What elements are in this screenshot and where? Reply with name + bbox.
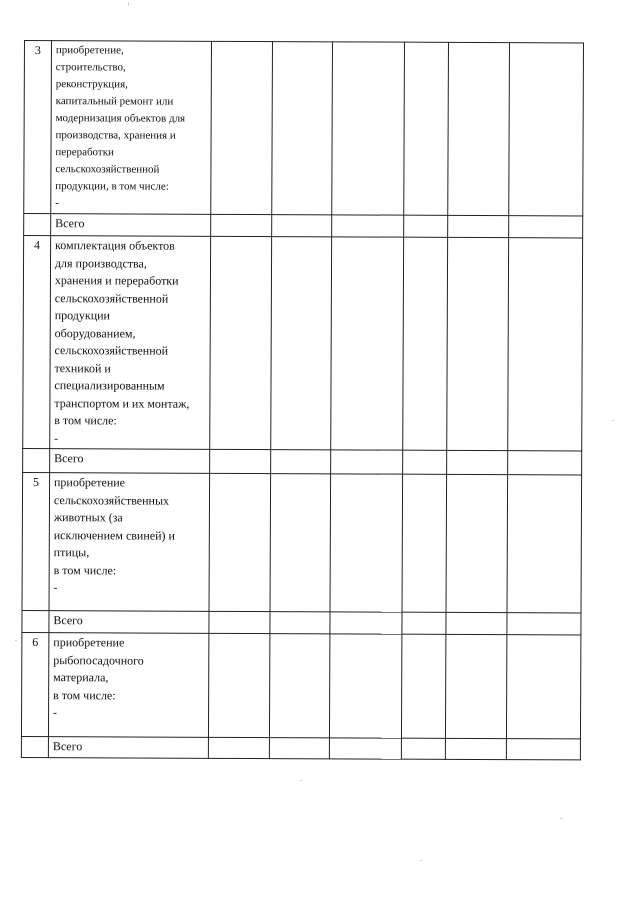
table-cell [402,474,446,612]
table-cell [271,237,332,450]
table-cell [209,473,271,611]
table-cell [210,214,272,236]
table-cell [270,634,330,738]
table-cell [209,611,271,633]
form-table [21,40,584,760]
table-cell [331,237,404,450]
row-description: приобретение рыбопосадочного материала, в том числе: - [52,635,144,720]
total-label: Всего [50,449,210,474]
row-number: 6 [21,632,48,736]
table-cell [209,449,271,473]
table-cell [330,474,402,612]
table-cell [446,237,509,450]
table-cell [272,42,332,215]
table-row [22,472,582,612]
table-cell [403,237,448,450]
total-row [21,736,580,759]
table-cell [330,612,402,634]
total-row [23,448,582,474]
scan-speck [560,818,562,819]
row-number: 5 [22,472,50,610]
table-cell [445,738,507,759]
row-description: приобретение сельскохозяйственных животных (за исключением свиней) и птицы, в том числе: - [53,475,175,595]
table-row [23,236,583,451]
total-label: Всего [49,611,209,634]
table-cell [403,215,447,237]
table-cell [332,215,404,237]
scan-speck [128,2,129,6]
table-cell [402,612,446,634]
table-cell [332,42,404,215]
table-cell [507,613,581,635]
scan-speck [612,420,614,421]
table-cell [330,738,402,759]
scan-speck [300,780,302,781]
table-cell [402,450,446,474]
table-cell [330,634,402,738]
table-cell [272,215,332,237]
table-cell [404,42,449,215]
table-cell [208,737,270,758]
table-cell [401,738,445,759]
scan-speck [15,640,17,641]
table-cell [507,635,581,739]
table-cell [509,43,583,216]
total-label: Всего [51,214,211,237]
table-cell [508,238,583,451]
table-cell [208,633,270,737]
table-cell [446,612,508,634]
table-cell [445,634,507,738]
table-cell [446,450,508,474]
table-cell [331,450,403,474]
table-cell [507,475,581,613]
total-row [24,214,583,238]
table-cell [210,41,272,214]
table-cell [270,612,330,634]
row-number: 4 [23,236,51,449]
table-cell [270,474,330,612]
table-cell [447,42,509,215]
row-description: приобретение, строительство, реконструкция, капитальный ремонт или модернизация объектов для производства, хранения и переработки сельскохозяйственной продукции, в том числе: - [55,44,186,210]
table-cell [209,236,272,449]
table-cell [446,474,508,612]
total-label: Всего [48,737,208,758]
scan-speck [420,860,422,861]
table-cell [507,739,581,760]
table-cell [509,216,583,238]
table-row [21,632,580,738]
row-description: комплектация объектов для производства, хранения и переработки сельскохозяйственной продукции оборудованием, сельскохозяйственной техникой и специализированным транспортом и их монтаж, в том числе: - [54,238,190,445]
table-cell [447,215,509,237]
table-cell [508,451,582,475]
table-cell [271,450,331,474]
total-row [22,610,581,634]
table-cell [270,738,330,759]
table-cell [401,634,445,738]
table-row [24,41,584,216]
row-number: 3 [24,41,52,214]
